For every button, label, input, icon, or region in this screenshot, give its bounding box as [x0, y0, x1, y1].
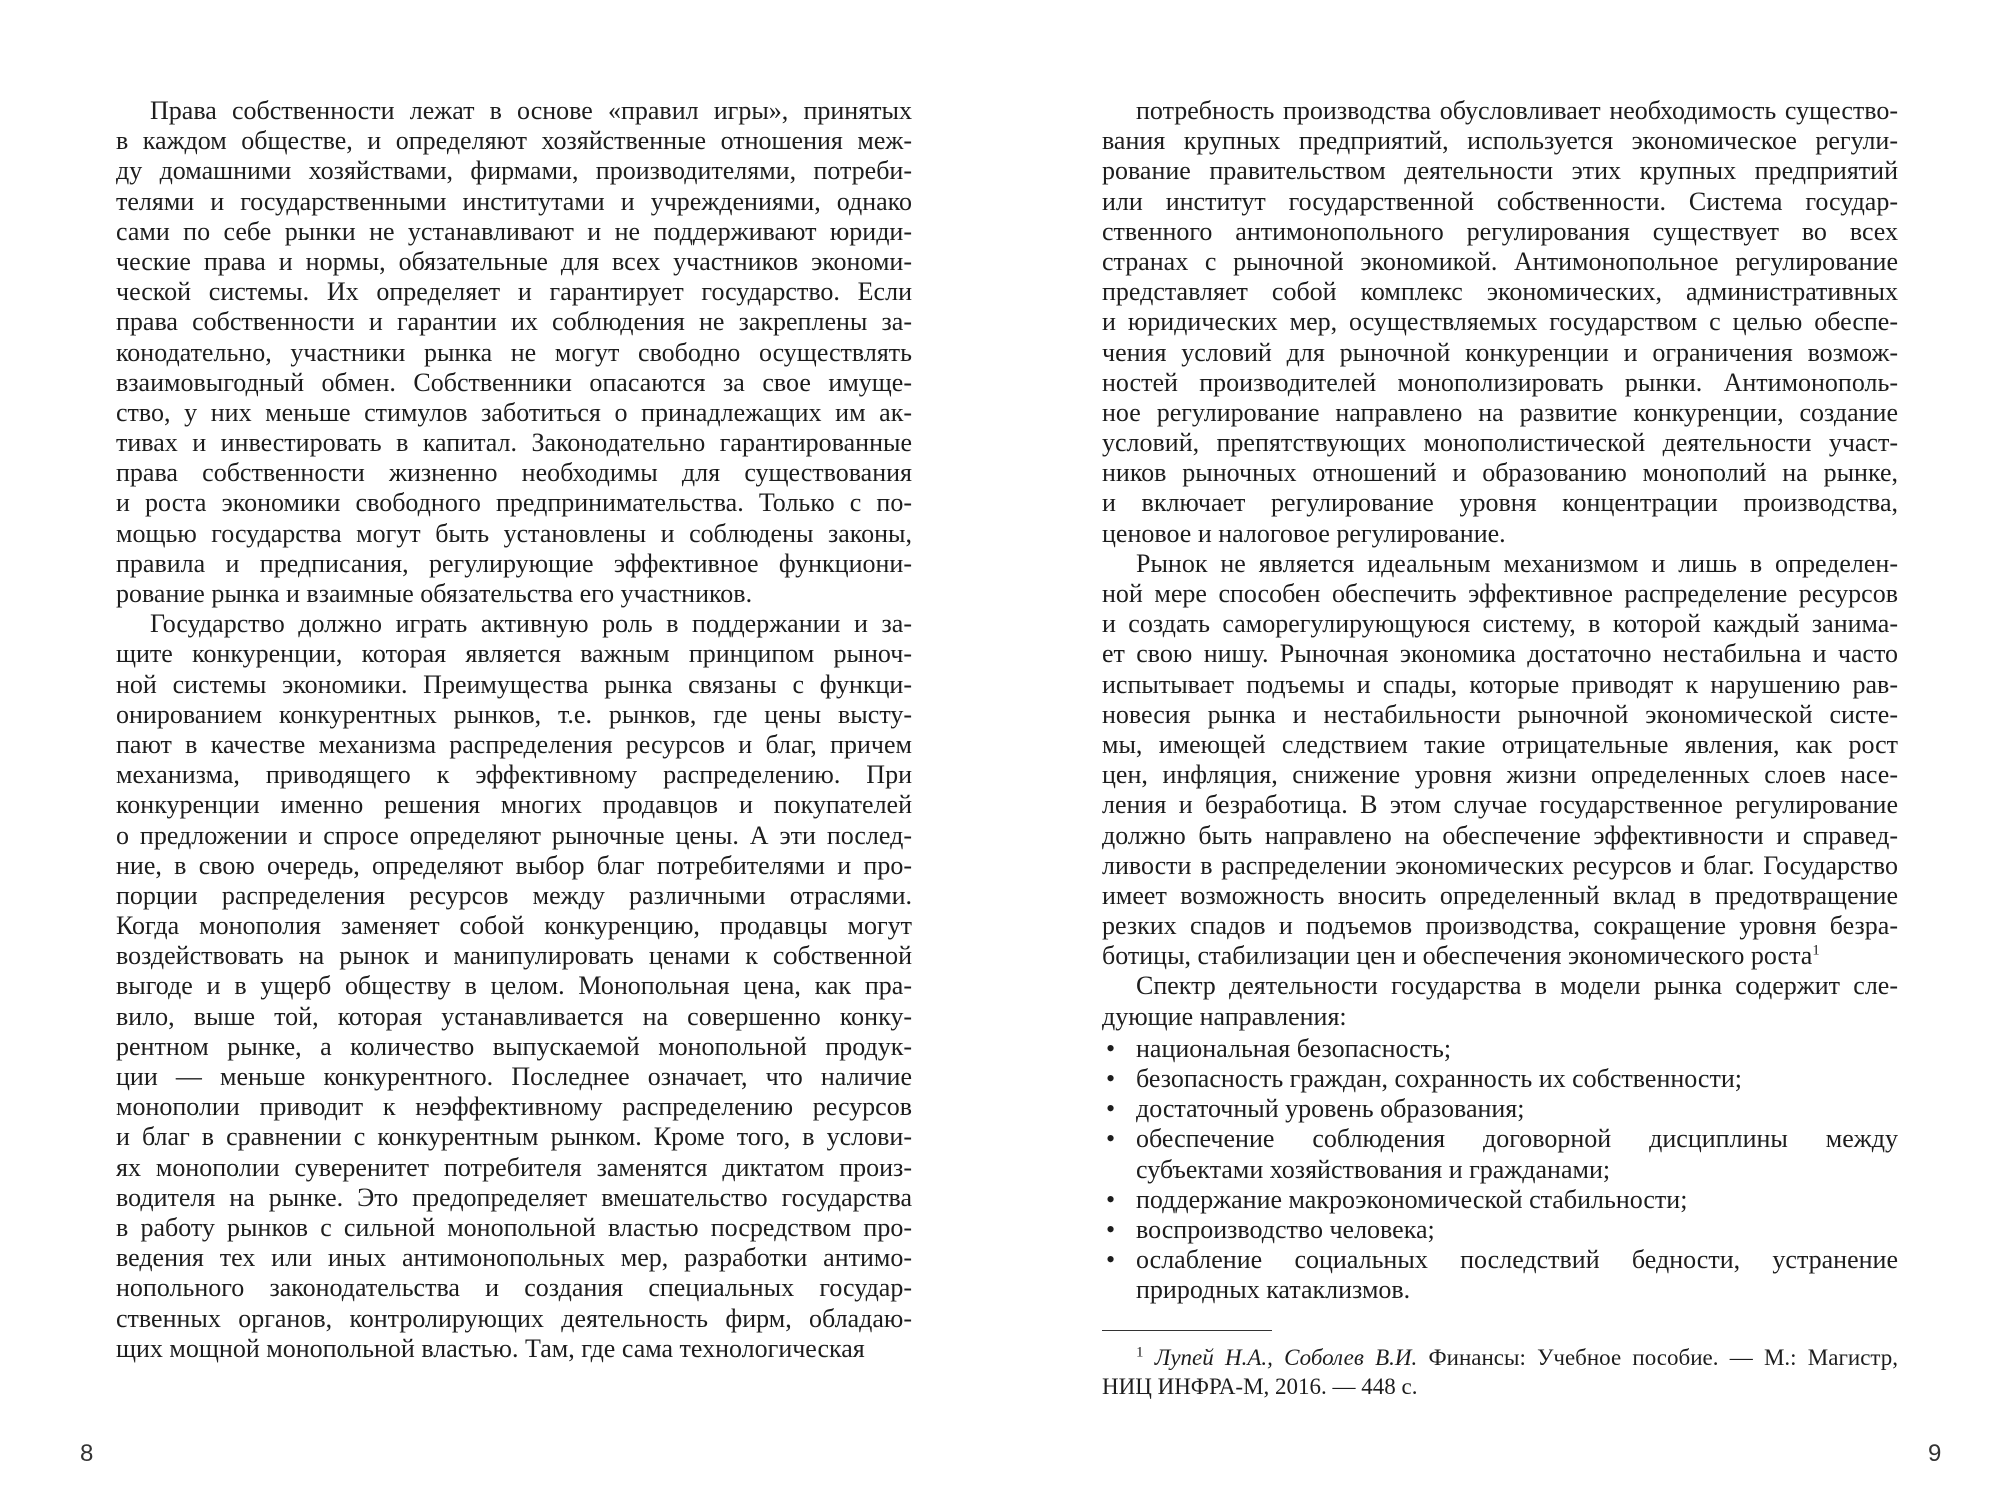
bullet-item	[1102, 1124, 1898, 1184]
text-line: Права собственности лежат в основе «правил игры», принятых	[150, 96, 912, 125]
text-line: онированием конкурентных рынков, т.е. рынков, где цены высту-	[116, 699, 912, 729]
text-line: выгоде и в ущерб обществу в целом. Монопольная цена, как пра-	[116, 971, 912, 1001]
text-line: вило, выше той, которая устанавливается на совершенно конку-	[116, 1001, 912, 1031]
text-line: ях монополии суверенитет потребителя заменятся диктатом произ-	[116, 1152, 912, 1182]
text-line: тивах и инвестировать в капитал. Законодательно гарантированные	[116, 428, 912, 458]
text-line: условий, препятствующих монополистической деятельности участ-	[1102, 428, 1898, 458]
bullet-text: достаточный уровень образования;	[1136, 1094, 1525, 1124]
text-line: ностей производителей монополизировать рынки. Антимонополь-	[1102, 367, 1898, 397]
text-line: должно быть направлено на обеспечение эффективности и справед-	[1102, 820, 1898, 850]
text-line: монополии приводит к неэффективному распределению ресурсов	[116, 1092, 912, 1122]
text-line: права собственности жизненно необходимы для существования	[116, 458, 912, 488]
bullet-text: природных катаклизмов.	[1136, 1275, 1411, 1305]
paragraph	[116, 96, 912, 609]
text-line: ной системы экономики. Преимущества рынка связаны с функци-	[116, 669, 912, 699]
bullet-item	[1102, 1215, 1898, 1245]
text-line: или институт государственной собственности. Система государ-	[1102, 186, 1898, 216]
text-line: в работу рынков с сильной монопольной властью посредством про-	[116, 1212, 912, 1242]
text-line: ческие права и нормы, обязательные для всех участников экономи-	[116, 246, 912, 276]
text-line: телями и государственными институтами и учреждениями, однако	[116, 186, 912, 216]
page-number-right: 9	[1928, 1440, 1942, 1467]
text-line: щите конкуренции, которая является важным принципом рыноч-	[116, 639, 912, 669]
text-line: ления и безработица. В этом случае государственное регулирование	[1102, 790, 1898, 820]
text-line: чения условий для рыночной конкуренции и ограничения возмож-	[1102, 337, 1898, 367]
text-line: рентном рынке, а количество выпускаемой монопольной продук-	[116, 1031, 912, 1061]
text-line: Спектр деятельности государства в модели рынка содержит сле-	[1136, 971, 1898, 1001]
bullet-icon: •	[1106, 1094, 1116, 1124]
text-line: испытывает подъемы и спады, которые приводят к нарушению рав-	[1102, 669, 1898, 699]
text-line: странах с рыночной экономикой. Антимонопольное регулирование	[1102, 246, 1898, 276]
footnote-divider	[1102, 1330, 1272, 1331]
text-line: и роста экономики свободного предпринимательства. Только с по-	[116, 488, 912, 518]
text-line: водителя на рынке. Это предопределяет вмешательство государства	[116, 1182, 912, 1212]
bullet-text: обеспечение соблюдения договорной дисциплины между	[1136, 1124, 1898, 1154]
text-line: Государство должно играть активную роль в поддержании и за-	[150, 609, 912, 639]
text-line: ведения тех или иных антимонопольных мер, разработки антимо-	[116, 1243, 912, 1273]
bullet-item	[1102, 1094, 1898, 1124]
text-line: пают в качестве механизма распределения ресурсов и благ, причем	[116, 729, 912, 759]
bullet-item	[1102, 1064, 1898, 1094]
text-line: мощью государства могут быть установлены и соблюдены законы,	[116, 518, 912, 548]
bullet-text: национальная безопасность;	[1136, 1033, 1452, 1063]
left-page-text	[116, 96, 912, 1364]
bullet-icon: •	[1106, 1214, 1116, 1244]
footnote-line	[1102, 1343, 1898, 1372]
text-line: взаимовыгодный обмен. Собственники опасаются за свое имуще-	[116, 367, 912, 397]
bullet-text: ослабление социальных последствий бедности, устранение	[1136, 1245, 1898, 1275]
text-line: ческой системы. Их определяет и гарантирует государство. Если	[116, 277, 912, 307]
text-line: ет свою нишу. Рыночная экономика достаточно нестабильна и часто	[1102, 639, 1898, 669]
text-line: Рынок не является идеальным механизмом и лишь в определен-	[1136, 548, 1898, 578]
text-line: резких спадов и подъемов производства, сокращение уровня безра-	[1102, 911, 1898, 941]
text-line: новесия рынка и нестабильности рыночной экономической систе-	[1102, 699, 1898, 729]
bullet-item	[1102, 1245, 1898, 1305]
bullet-item	[1102, 1034, 1898, 1064]
text-line: права собственности и гарантии их соблюдения не закреплены за-	[116, 307, 912, 337]
text-line: ние, в свою очередь, определяют выбор благ потребителями и про-	[116, 850, 912, 880]
text-line: ной мере способен обеспечить эффективное распределение ресурсов	[1102, 579, 1898, 608]
right-paragraphs	[1102, 96, 1898, 1032]
footnote-authors: Лупей Н.А., Соболев В.И.	[1154, 1344, 1418, 1370]
text-line: конкуренции именно решения многих продавцов и покупателей	[116, 790, 912, 820]
text-line: мы, имеющей следствием такие отрицательные явления, как рост	[1102, 729, 1898, 759]
text-line: ции — меньше конкурентного. Последнее означает, что наличие	[116, 1062, 912, 1091]
text-line: порции распределения ресурсов между различными отраслями.	[116, 880, 912, 910]
text-line: рование правительством деятельности этих крупных предприятий	[1102, 156, 1898, 186]
paragraph	[1102, 96, 1898, 549]
text-line: потребность производства обусловливает необходимость существо-	[1136, 96, 1898, 125]
bullet-text: субъектами хозяйствования и гражданами;	[1136, 1154, 1611, 1184]
text-line: нопольного законодательства и создания специальных государ-	[116, 1273, 912, 1303]
footnote-line: НИЦ ИНФРА-М, 2016. — 448 с.	[1102, 1373, 1418, 1399]
paragraph	[1102, 549, 1898, 972]
footnote-marker: 1	[1136, 1343, 1144, 1360]
right-page	[1000, 0, 2000, 1494]
text-line: рование рынка и взаимные обязательства его участников.	[116, 579, 753, 608]
text-line: представляет собой комплекс экономических, административных	[1102, 277, 1898, 307]
text-line: и юридических мер, осуществляемых государством с целью обеспе-	[1102, 307, 1898, 337]
footnote-reference[interactable]: 1	[1812, 942, 1820, 959]
text-line: ценовое и налоговое регулирование.	[1102, 518, 1506, 548]
text-line: ду домашними хозяйствами, фирмами, производителями, потреби-	[116, 156, 912, 186]
bullet-icon: •	[1106, 1064, 1116, 1093]
text-line: правила и предписания, регулирующие эффективное функциони-	[116, 548, 912, 578]
footnote	[1102, 1343, 1898, 1401]
text-line: и включает регулирование уровня концентрации производства,	[1102, 488, 1898, 518]
paragraph	[116, 609, 912, 1364]
text-line: вания крупных предприятий, используется экономическое регули-	[1102, 126, 1898, 156]
text-line: ников рыночных отношений и образованию монополий на рынке,	[1102, 458, 1898, 488]
bullet-icon: •	[1106, 1124, 1116, 1154]
text-line: о предложении и спросе определяют рыночные цены. А эти послед-	[116, 820, 912, 850]
text-line: воздействовать на рынок и манипулировать ценами к собственной	[116, 941, 912, 971]
right-page-text	[1102, 96, 1898, 1401]
bullet-text: воспроизводство человека;	[1136, 1214, 1435, 1244]
text-line: ное регулирование направлено на развитие конкуренции, создание	[1102, 397, 1898, 427]
bullet-text: безопасность граждан, сохранность их собственности;	[1136, 1064, 1742, 1093]
text-line: ботицы, стабилизации цен и обеспечения экономического роста$^1$	[1102, 941, 1820, 971]
text-line: цен, инфляция, снижение уровня жизни определенных слоев насе-	[1102, 760, 1898, 790]
text-line: ственных органов, контролирующих деятельность фирм, обладаю-	[116, 1303, 912, 1333]
text-line: сами по себе рынки не устанавливают и не поддерживают юриди-	[116, 216, 912, 246]
text-line: ство, у них меньше стимулов заботиться о принадлежащих им ак-	[116, 397, 912, 427]
text-line: механизма, приводящего к эффективному распределению. При	[116, 760, 912, 790]
page-number-left: 8	[80, 1440, 94, 1467]
text-line: щих мощной монопольной властью. Там, где сама технологическая	[116, 1333, 865, 1363]
text-line: ственного антимонопольного регулирования существует во всех	[1102, 216, 1898, 246]
footnote-title: Финансы: Учебное пособие. — М.: Магистр,	[1417, 1344, 1898, 1370]
bullet-icon: •	[1106, 1033, 1116, 1063]
text-line: Когда монополия заменяет собой конкуренцию, продавцы могут	[116, 911, 912, 941]
text-line: дующие направления:	[1102, 1001, 1347, 1031]
bullet-item	[1102, 1185, 1898, 1215]
text-line: и благ в сравнении с конкурентным рынком. Кроме того, в услови-	[116, 1122, 912, 1152]
bullet-list	[1102, 1034, 1898, 1306]
text-line: конодательно, участники рынка не могут свободно осуществлять	[116, 337, 912, 367]
bullet-icon: •	[1106, 1245, 1116, 1275]
text-line: имеет возможность вносить определенный вклад в предотвращение	[1102, 880, 1898, 910]
bullet-text: поддержание макроэкономической стабильности;	[1136, 1184, 1688, 1214]
paragraph	[1102, 971, 1898, 1031]
text-line: ливости в распределении экономических ресурсов и благ. Государство	[1102, 850, 1898, 880]
bullet-icon: •	[1106, 1184, 1116, 1214]
text-line: в каждом обществе, и определяют хозяйственные отношения меж-	[116, 126, 912, 156]
text-line: и создать саморегулирующуюся систему, в которой каждый занима-	[1102, 609, 1898, 639]
